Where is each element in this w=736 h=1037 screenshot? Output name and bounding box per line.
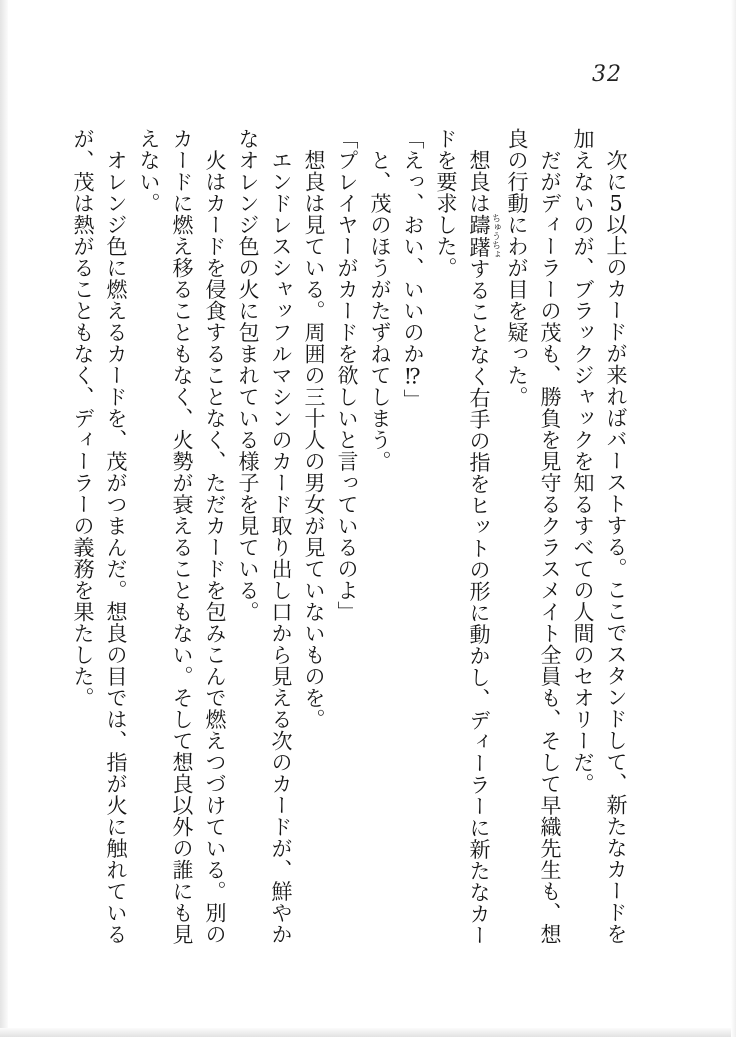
- page-edge-shadow-bottom: [0, 1028, 736, 1037]
- text-column: が、茂は熱がることもなく、ディーラーの義務を果たした。: [71, 128, 95, 709]
- text-column: と、茂のほうがたずねてしまう。: [368, 128, 392, 472]
- page-edge-shadow-left: [0, 0, 8, 1037]
- text-column: なオレンジ色の火に包まれている様子を見ている。: [236, 128, 260, 623]
- text-column: 火はカードを侵食することなく、ただカードを包みこんで燃えつづけている。別の: [203, 128, 227, 945]
- body-text-block: [66, 128, 632, 948]
- text-column: 想良は躊躇 ちゅうちょすることなく右手の指をヒットの形に動かし、ディーラーに新たなカー: [467, 128, 500, 946]
- text-column: 次に5以上のカードが来ればバーストする。ここでスタンドして、新たなカードを: [604, 128, 628, 945]
- page-number: 32: [592, 62, 622, 87]
- text-column: ドを要求した。: [434, 128, 458, 279]
- text-column: 想良は見ている。周囲の三十人の男女が見ていないものを。: [302, 128, 326, 730]
- upright-digit: 5: [609, 192, 623, 214]
- text-column: だがディーラーの茂も、勝負を見守るクラスメイト全員も、そして早織先生も、想: [538, 128, 562, 945]
- page-edge-shadow-right: [731, 0, 736, 1037]
- text-column: 加えないのが、ブラックジャックを知るすべての人間のセオリーだ。: [571, 128, 595, 795]
- text-column: カードに燃え移ることもなく、火勢が衰えることもない。そして想良以外の誰にも見: [170, 128, 194, 945]
- text-column: オレンジ色に燃えるカードを、茂がつまんだ。想良の目では、指が火に触れている: [104, 128, 128, 945]
- text-column: エンドレスシャッフルマシンのカード取り出し口から見える次のカードが、鮮やか: [269, 128, 293, 945]
- text-column: 「えっ、おい、いいのか⁉」: [401, 128, 425, 411]
- text-column: 「プレイヤーがカードを欲しいと言っているのよ」: [335, 128, 359, 623]
- ruby-annotated-word: 躊躇 ちゅうちょ: [467, 213, 500, 259]
- text-column: えない。: [137, 128, 161, 214]
- text-column: 良の行動にわが目を疑った。: [505, 128, 529, 408]
